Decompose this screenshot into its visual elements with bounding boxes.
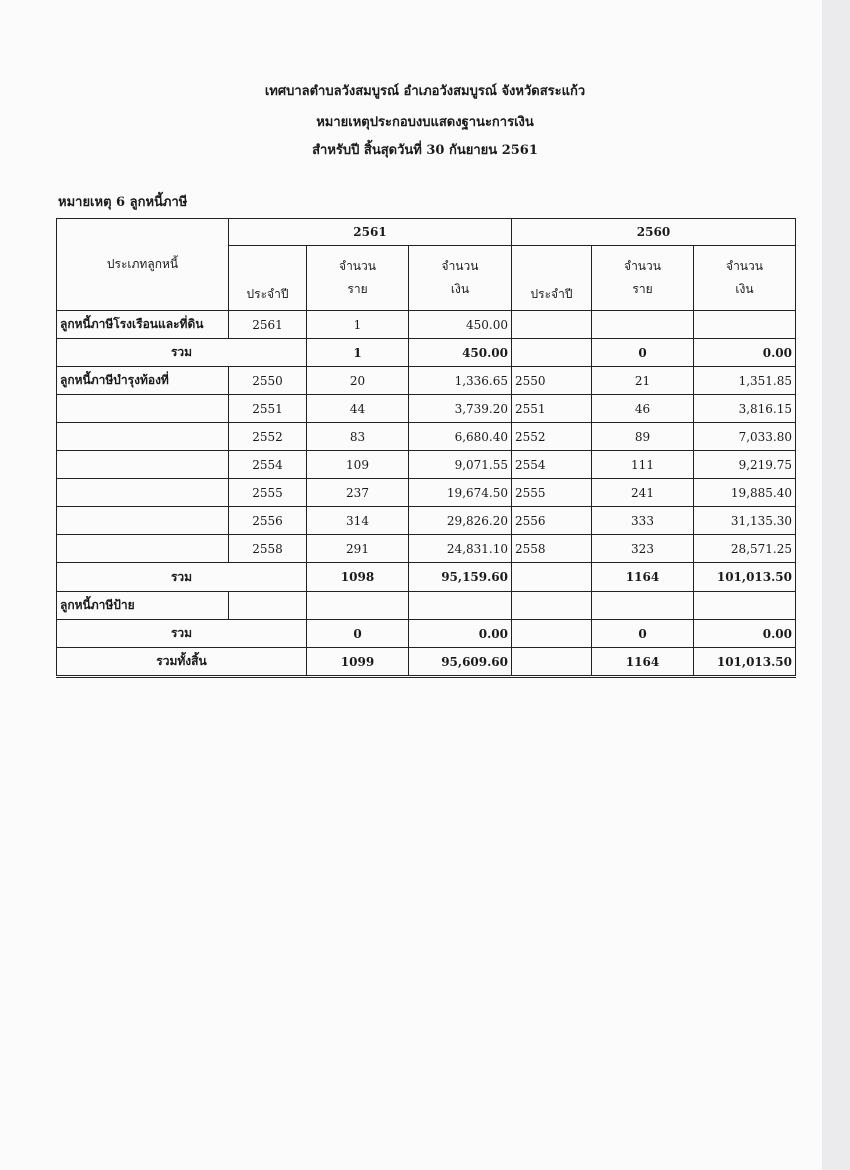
fiscal-year-cell: 2555: [229, 479, 307, 507]
amount-cell: 28,571.25: [694, 535, 796, 563]
subtotal-row: [57, 620, 796, 648]
count-cell: [592, 311, 694, 339]
subtotal-row: [57, 563, 796, 592]
count-cell: 46: [592, 395, 694, 423]
amount-header-b: [694, 246, 796, 311]
amount-cell: 31,135.30: [694, 507, 796, 535]
table-row: [57, 535, 796, 563]
fiscal-year-cell: 2558: [229, 535, 307, 563]
fiscal-year-cell: 2550: [512, 367, 592, 395]
amount-cell: [694, 311, 796, 339]
count-header-a: [307, 246, 409, 311]
empty-cell: [512, 563, 592, 592]
amount-cell: 0.00: [409, 620, 512, 648]
count-cell: 44: [307, 395, 409, 423]
count-cell: 323: [592, 535, 694, 563]
count-cell: 0: [592, 339, 694, 367]
count-cell: 333: [592, 507, 694, 535]
table-row: [57, 311, 796, 339]
count-cell: 0: [307, 620, 409, 648]
empty-cell: [512, 620, 592, 648]
empty-cell: [307, 592, 409, 620]
amount-cell: 0.00: [694, 620, 796, 648]
fiscal-year-cell: 2554: [512, 451, 592, 479]
empty-cell: [57, 423, 229, 451]
empty-cell: [512, 592, 592, 620]
note-label: หมายเหตุ 6 ลูกหนี้ภาษี: [58, 195, 188, 210]
count-cell: 241: [592, 479, 694, 507]
fiscal-year-cell: 2552: [512, 423, 592, 451]
fiscal-year-cell: 2554: [229, 451, 307, 479]
fiscal-year-cell: 2552: [229, 423, 307, 451]
count-cell: 109: [307, 451, 409, 479]
amount-header-b-bottom: เงิน: [735, 282, 754, 296]
count-header-b-bottom: ราย: [632, 282, 653, 296]
fiscal-year-header-b: ประจำปี: [512, 246, 592, 311]
count-cell: 1098: [307, 563, 409, 592]
count-header-a-top: จำนวน: [339, 259, 376, 274]
empty-cell: [694, 592, 796, 620]
count-cell: 21: [592, 367, 694, 395]
count-cell: 83: [307, 423, 409, 451]
table-row: [57, 479, 796, 507]
count-cell: 1164: [592, 648, 694, 677]
fiscal-year-cell: 2555: [512, 479, 592, 507]
amount-cell: 95,609.60: [409, 648, 512, 677]
count-cell: 111: [592, 451, 694, 479]
count-cell: 1: [307, 311, 409, 339]
amount-cell: 101,013.50: [694, 563, 796, 592]
fiscal-year-header-a: ประจำปี: [229, 246, 307, 311]
amount-cell: 19,674.50: [409, 479, 512, 507]
org-title: เทศบาลตำบลวังสมบูรณ์ อำเภอวังสมบูรณ์ จังหวัดสระแก้ว: [264, 84, 586, 99]
empty-cell: [512, 339, 592, 367]
table-row: [57, 592, 796, 620]
count-cell: 1: [307, 339, 409, 367]
count-header-a-bottom: ราย: [347, 282, 368, 296]
subtotal-label: รวม: [57, 339, 307, 367]
empty-cell: [229, 592, 307, 620]
count-cell: 237: [307, 479, 409, 507]
count-cell: 0: [592, 620, 694, 648]
subtotal-label: รวม: [57, 563, 307, 592]
amount-cell: 450.00: [409, 311, 512, 339]
empty-cell: [57, 451, 229, 479]
document-title: หมายเหตุประกอบงบแสดงฐานะการเงิน: [316, 115, 534, 130]
amount-cell: 95,159.60: [409, 563, 512, 592]
table-row: [57, 451, 796, 479]
year-a-header: 2561: [229, 219, 512, 246]
empty-cell: [57, 395, 229, 423]
grand-total-label: รวมทั้งสิ้น: [57, 648, 307, 677]
fiscal-year-cell: 2556: [229, 507, 307, 535]
amount-cell: 19,885.40: [694, 479, 796, 507]
amount-cell: 29,826.20: [409, 507, 512, 535]
amount-cell: 0.00: [694, 339, 796, 367]
section-name: ลูกหนี้ภาษีป้าย: [57, 592, 229, 620]
count-cell: 291: [307, 535, 409, 563]
count-header-b-top: จำนวน: [624, 259, 661, 274]
empty-cell: [409, 592, 512, 620]
fiscal-year-cell: 2551: [229, 395, 307, 423]
amount-header-b-top: จำนวน: [726, 259, 763, 274]
subtotal-label: รวม: [57, 620, 307, 648]
amount-header-a: [409, 246, 512, 311]
amount-cell: 9,219.75: [694, 451, 796, 479]
section-name: ลูกหนี้ภาษีโรงเรือนและที่ดิน: [57, 311, 229, 339]
type-header: ประเภทลูกหนี้: [57, 219, 229, 311]
amount-cell: 9,071.55: [409, 451, 512, 479]
table-row: [57, 395, 796, 423]
empty-cell: [57, 507, 229, 535]
amount-cell: 1,351.85: [694, 367, 796, 395]
year-b-header: 2560: [512, 219, 796, 246]
fiscal-year-cell: 2558: [512, 535, 592, 563]
empty-cell: [57, 535, 229, 563]
count-cell: 1099: [307, 648, 409, 677]
tax-receivables-table: [56, 218, 796, 678]
amount-header-a-bottom: เงิน: [450, 282, 470, 296]
empty-cell: [592, 592, 694, 620]
count-cell: 314: [307, 507, 409, 535]
table-row: [57, 367, 796, 395]
section-name: ลูกหนี้ภาษีบำรุงท้องที่: [57, 367, 229, 395]
period-title: สำหรับปี สิ้นสุดวันที่ 30 กันยายน 2561: [312, 143, 538, 158]
amount-cell: 7,033.80: [694, 423, 796, 451]
fiscal-year-cell: 2561: [229, 311, 307, 339]
amount-cell: 6,680.40: [409, 423, 512, 451]
subtotal-row: [57, 339, 796, 367]
fiscal-year-cell: 2556: [512, 507, 592, 535]
amount-cell: 450.00: [409, 339, 512, 367]
header-row-years: [57, 219, 796, 246]
amount-cell: 3,816.15: [694, 395, 796, 423]
table-row: [57, 507, 796, 535]
amount-header-a-top: จำนวน: [441, 259, 479, 274]
amount-cell: 101,013.50: [694, 648, 796, 677]
amount-cell: 1,336.65: [409, 367, 512, 395]
amount-cell: 24,831.10: [409, 535, 512, 563]
empty-cell: [57, 479, 229, 507]
empty-cell: [512, 648, 592, 677]
fiscal-year-cell: 2551: [512, 395, 592, 423]
count-cell: 89: [592, 423, 694, 451]
count-header-b: [592, 246, 694, 311]
amount-cell: 3,739.20: [409, 395, 512, 423]
table-row: [57, 423, 796, 451]
count-cell: 20: [307, 367, 409, 395]
fiscal-year-cell: [512, 311, 592, 339]
grand-total-row: [57, 648, 796, 677]
fiscal-year-cell: 2550: [229, 367, 307, 395]
count-cell: 1164: [592, 563, 694, 592]
